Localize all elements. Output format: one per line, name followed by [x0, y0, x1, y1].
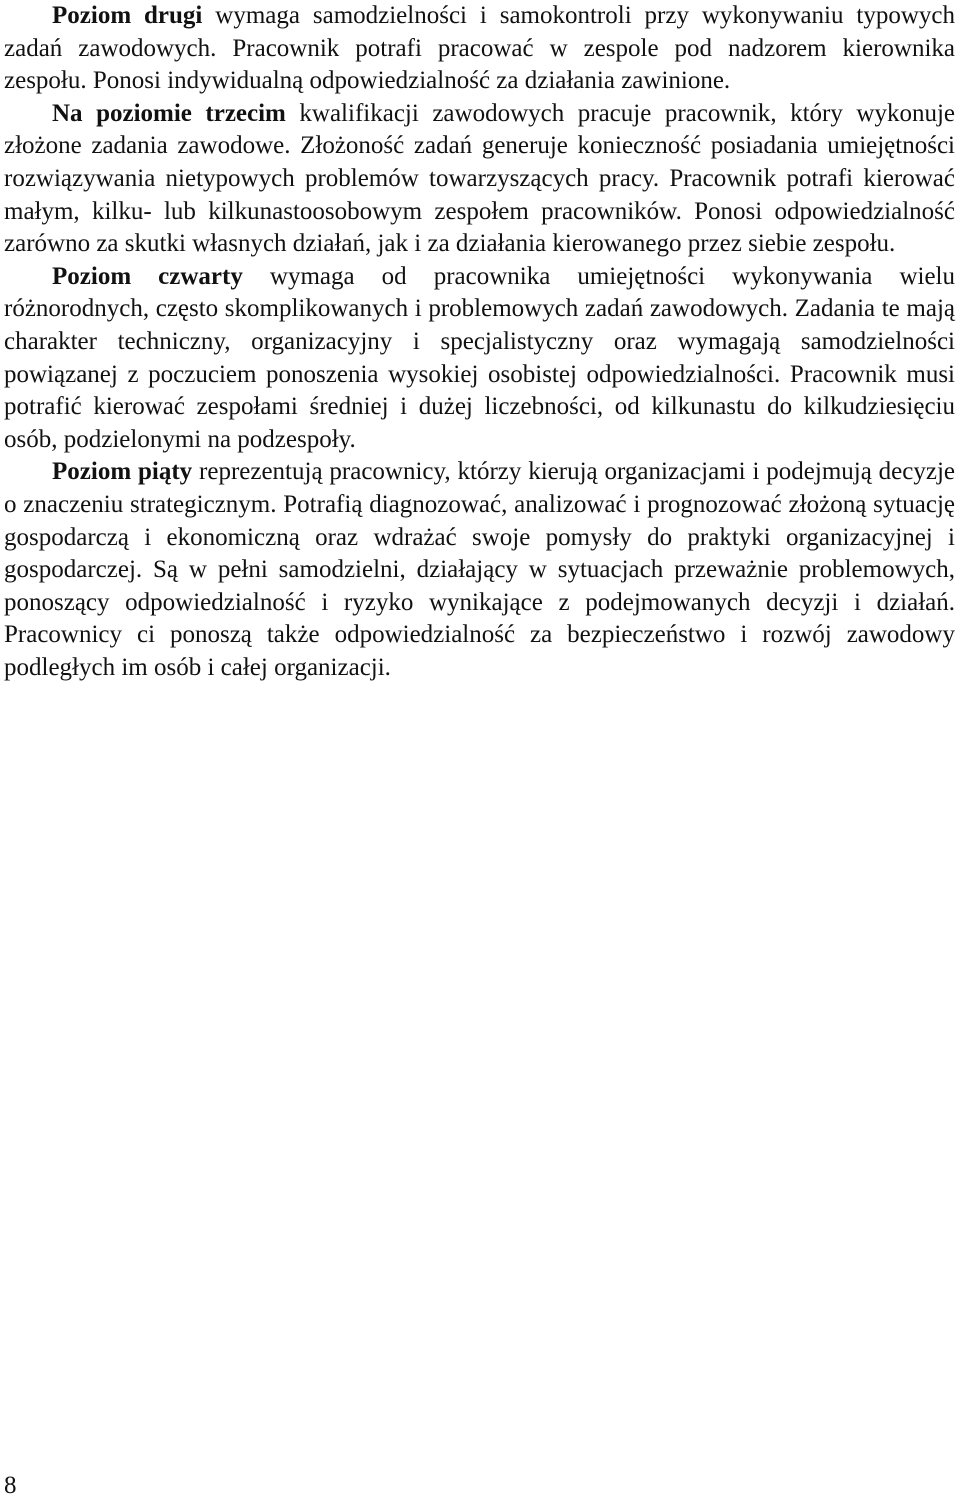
page-number: 8	[4, 1472, 17, 1499]
document-body	[4, 0, 955, 684]
paragraph-heading: Poziom drugi	[52, 2, 203, 29]
paragraph-text: wymaga od pracownika umiejętności wykonywania wielu różnorodnych, często skomplikowanych i problemowych zadań zawodowych. Zadania te mają charakter techniczny, organizacyjny i specjalistyczny oraz wymagają samodzielności powiązanej z poczuciem ponoszenia wysokiej osobistej odpowiedzialności. Pracownik musi potrafić kierować zespołami średniej i dużej liczebności, od kilkunastu do kilkudziesięciu osób, podzielonymi na podzespoły.	[4, 262, 955, 453]
paragraph-text: wymaga samodzielności i samokontroli przy wykonywaniu typowych zadań zawodowych. Pracownik potrafi pracować w zespole pod nadzorem kierownika zespołu. Ponosi indywidualną odpowiedzialność za działania zawinione.	[4, 2, 955, 95]
paragraph-level-four	[4, 261, 955, 457]
paragraph-text: kwalifikacji zawodowych pracuje pracownik, który wykonuje złożone zadania zawodowe. Złożoność zadań generuje konieczność posiadania umiejętności rozwiązywania nietypowych problemów towarzyszących pracy. Pracownik potrafi kierować małym, kilku- lub kilkunastoosobowym zespołem pracowników. Ponosi odpowiedzialność zarówno za skutki własnych działań, jak i za działania kierowanego przez siebie zespołu.	[4, 99, 955, 258]
paragraph-heading: Na poziomie trzecim	[52, 99, 286, 127]
paragraph-heading: Poziom czwarty	[52, 262, 243, 290]
paragraph-level-three	[4, 98, 955, 261]
paragraph-text: reprezentują pracownicy, którzy kierują organizacjami i podejmują decyzje o znaczeniu strategicznym. Potrafią diagnozować, analizować i prognozować złożoną sytuację gospodarczą i ekonomiczną oraz wdrażać swoje pomysły do praktyki organizacyjnej i gospodarczej. Są w pełni samodzielni, działający w sytuacjach przeważnie problemowych, ponoszący odpowiedzialność i ryzyko wynikające z podejmowanych decyzji i działań. Pracownicy ci ponoszą także odpowiedzialność za bezpieczeństwo i rozwój zawodowy podległych im osób i całej organizacji.	[4, 458, 955, 681]
paragraph-heading: Poziom piąty	[52, 458, 193, 486]
paragraph-level-five	[4, 456, 955, 684]
paragraph-level-two	[4, 0, 955, 98]
